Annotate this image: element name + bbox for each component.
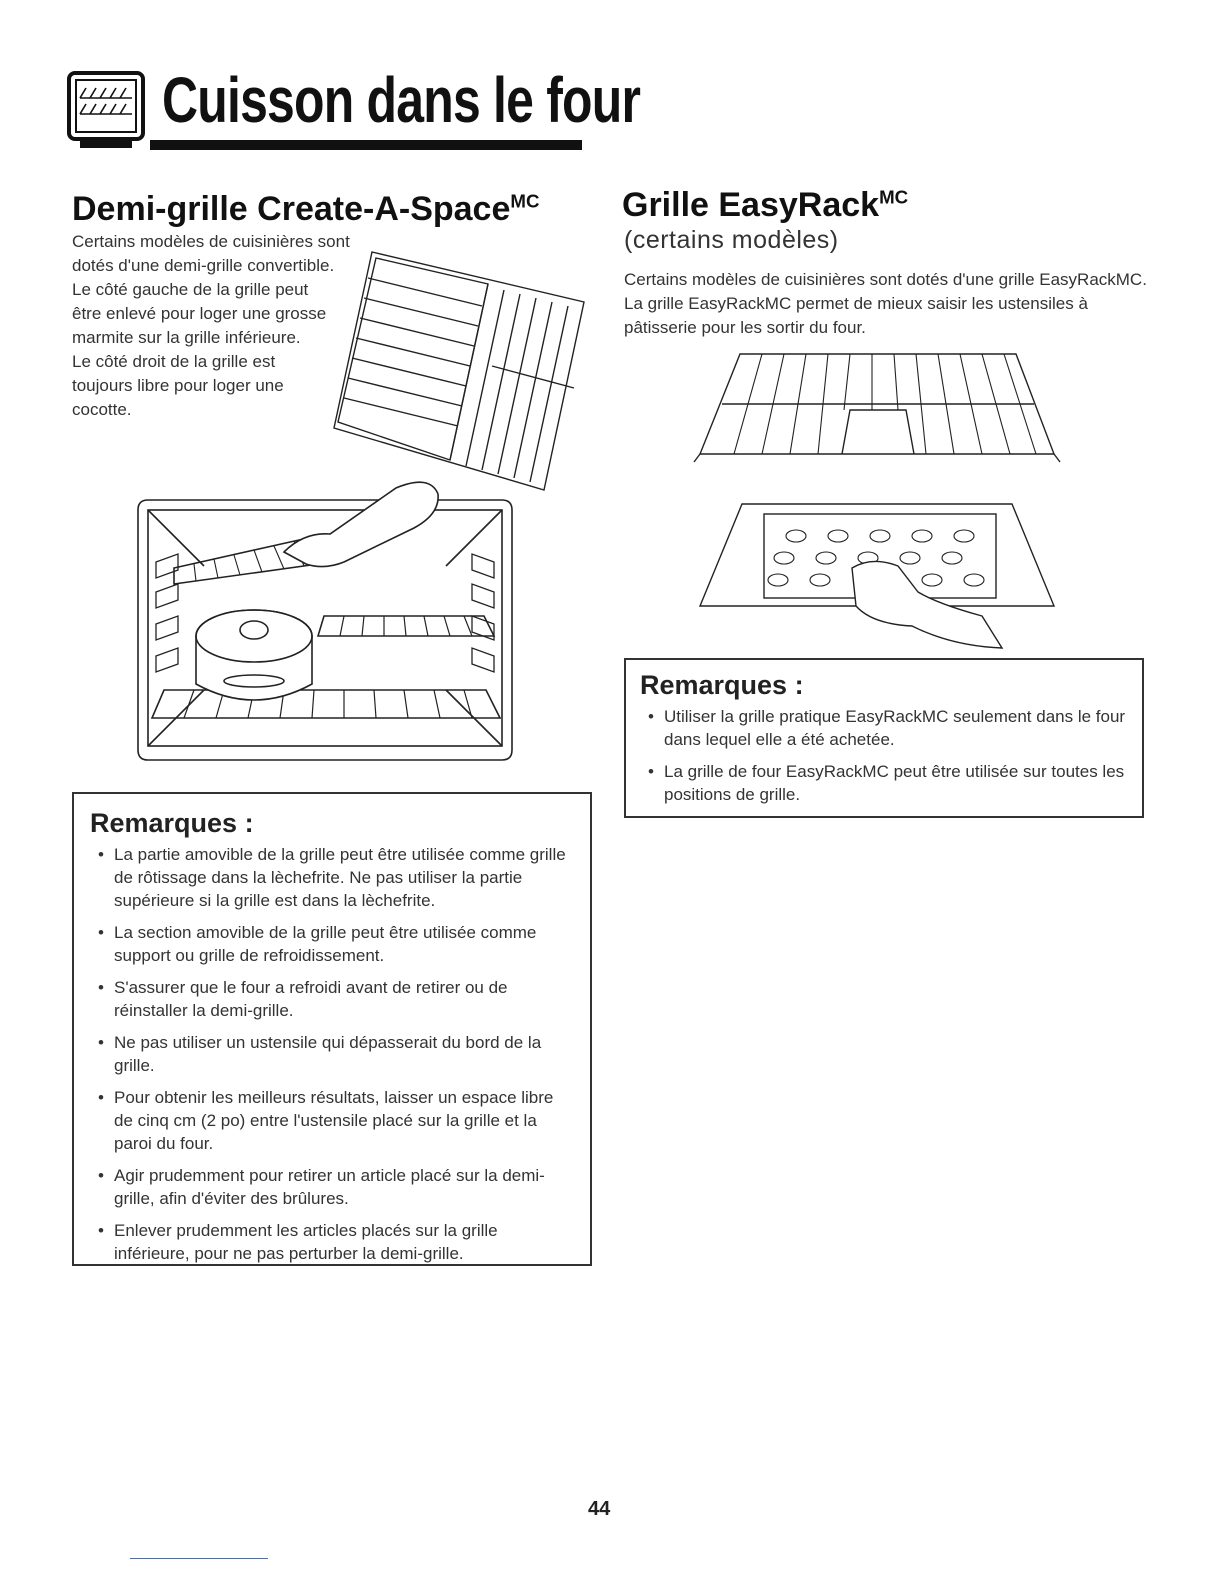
easyrack-intro: Certains modèles de cuisinières sont dotés d'une grille EasyRackMC. La grille EasyRackMC permet de mieux saisir les ustensiles à pâtisserie pour les sortir du four. <box>624 270 1147 337</box>
list-item: • La section amovible de la grille peut être utilisée comme support ou grille de refroidissement. <box>98 923 537 965</box>
notes-title: Remarques : <box>90 808 254 838</box>
list-item: • Ne pas utiliser un ustensile qui dépasserait du bord de la grille. <box>98 1033 542 1075</box>
notes-list <box>90 843 574 1265</box>
section-subtitle: (certains modèles) <box>624 226 839 254</box>
list-item: • Pour obtenir les meilleurs résultats, laisser un espace libre de cinq cm (2 po) entre l'ustensile placé sur la grille et la paroi du four. <box>98 1088 554 1153</box>
list-item: • Agir prudemment pour retirer un article placé sur la demi-grille, afin d'éviter des brûlures. <box>98 1166 545 1208</box>
notes-list <box>640 705 1128 806</box>
trademark-sup: MC <box>510 190 540 212</box>
page-number: 44 <box>588 1498 611 1520</box>
list-item: • La grille de four EasyRackMC peut être utilisée sur toutes les positions de grille. <box>648 762 1125 804</box>
notes-box-create-a-space <box>72 792 592 1266</box>
footer-line <box>130 1558 268 1559</box>
notes-title: Remarques : <box>640 670 804 700</box>
create-a-space-intro: Certains modèles de cuisinières sont dotés d'une demi-grille convertible. Le côté gauche de la grille peut être enlevé pour loger une grosse marmite sur la grille inférieure. Le côté droit de la grille est toujours libre pour loger une cocotte. <box>72 232 350 419</box>
title-underline <box>150 140 582 150</box>
list-item: • Enlever prudemment les articles placés sur la grille inférieure, pour ne pas perturber la demi-grille. <box>98 1221 498 1263</box>
section-title-create-a-space: Demi-grille Create-A-Space$^{MC}$ <box>72 190 540 228</box>
list-item: • Utiliser la grille pratique EasyRackMC seulement dans le four dans lequel elle a été achetée. <box>648 707 1126 749</box>
oven-icon <box>66 70 146 152</box>
list-item: • S'assurer que le four a refroidi avant de retirer ou de réinstaller la demi-grille. <box>98 978 508 1020</box>
oven-interior-illustration <box>134 466 516 764</box>
easyrack-illustration <box>692 344 1064 466</box>
half-rack-illustration <box>312 232 594 494</box>
page-title: Cuisson dans le four <box>162 64 641 136</box>
list-item: • La partie amovible de la grille peut être utilisée comme grille de rôtissage dans la lèchefrite. Ne pas utiliser la partie supérieure si la grille est dans la lèchefrite. <box>98 845 566 910</box>
notes-box-easyrack <box>624 658 1144 818</box>
trademark-sup: MC <box>879 186 909 208</box>
easyrack-pan-illustration <box>692 496 1064 656</box>
section-title-easyrack: Grille EasyRack$^{MC}$ <box>622 186 909 224</box>
